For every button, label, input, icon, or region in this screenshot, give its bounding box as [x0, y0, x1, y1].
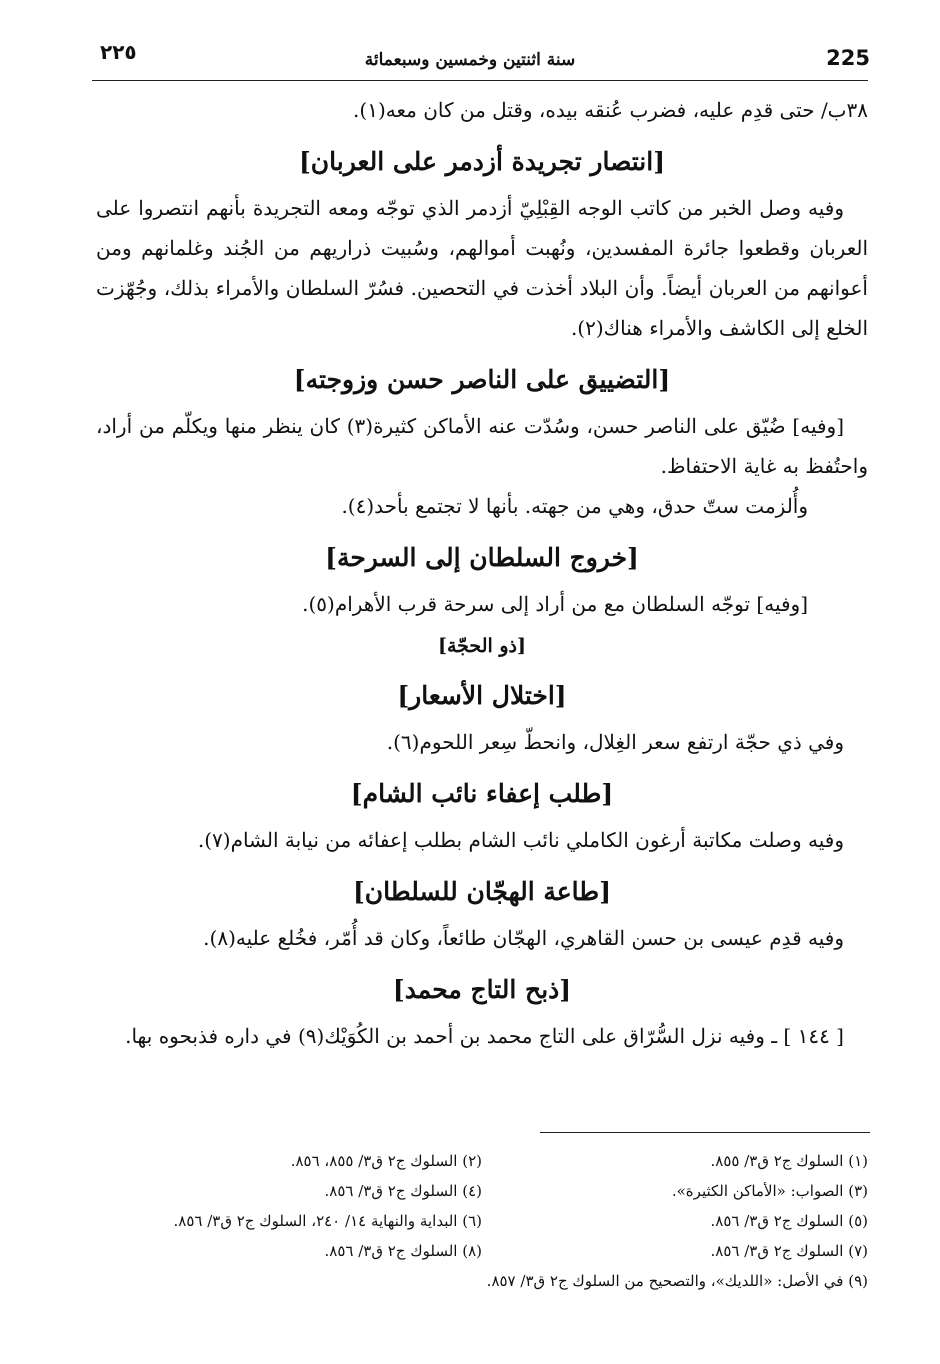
heading-campaign-victory: [انتصار تجريدة أزدمر على العربان] [298, 147, 666, 176]
footnotes [96, 1146, 868, 1296]
paragraph-restriction: [وفيه] ضُيّق على الناصر حسن، وسُدّت عنه الأماكن كثيرة(٣) كان ينظر منها ويكلّم من أراد، واحتُفظ به غاية الاحتفاظ. [96, 414, 868, 478]
header-divider [92, 80, 868, 81]
heading-damascus-governor: [طلب إعفاء نائب الشام] [350, 779, 614, 808]
paragraph-continuation: ٣٨ب/ حتى قدِم عليه، فضرب عُنقه بيده، وقتل من كان معه(١). [353, 98, 868, 122]
running-title: سنة اثنتين وخمسين وسبعمائة [364, 50, 576, 70]
heading-taj-muhammad: [ذبح التاج محمد] [392, 975, 572, 1004]
heading-sultan-outing: [خروج السلطان إلى السرحة] [325, 543, 639, 572]
footnote-3: (٣) الصواب: «الأماكن الكثيرة». [671, 1182, 868, 1200]
footnote-2: (٢) السلوك ج٢ ق٣/ ٨٥٥، ٨٥٦. [290, 1152, 482, 1170]
main-text [96, 90, 868, 1056]
footnote-7: (٧) السلوك ج٢ ق٣/ ٨٥٦. [710, 1242, 868, 1260]
heading-prices: [اختلال الأسعار] [397, 681, 567, 710]
heading-month-dhul-hijja: [ذو الحجّة] [437, 635, 526, 657]
paragraph-prices: وفي ذي حجّة ارتفع سعر الغِلال، وانحطّ سِعر اللحوم(٦). [386, 730, 844, 754]
footnote-1: (١) السلوك ج٢ ق٣/ ٨٥٥. [710, 1152, 868, 1170]
paragraph-wife: وأُلزمت ستّ حدق، وهي من جهته. بأنها لا تجتمع بأحد(٤). [341, 494, 808, 518]
paragraph-outing: [وفيه] توجّه السلطان مع من أراد إلى سرحة قرب الأهرام(٥). [302, 592, 808, 616]
paragraph-taj: [ ١٤٤ ] ـ وفيه نزل السُّرّاق على التاج محمد بن أحمد بن الكُوَيْك(٩) في داره فذبحوه بها. [125, 1024, 844, 1048]
footnote-9: (٩) في الأصل: «اللديك»، والتصحيح من السلوك ج٢ ق٣/ ٨٥٧. [486, 1272, 868, 1290]
footnote-6: (٦) البداية والنهاية ١٤/ ٢٤٠، السلوك ج٢ ق٣/ ٨٥٦. [173, 1212, 482, 1230]
footnote-4: (٤) السلوك ج٢ ق٣/ ٨٥٦. [324, 1182, 482, 1200]
heading-restriction-nasir: [التضييق على الناصر حسن وزوجته] [293, 365, 671, 394]
running-header [0, 38, 940, 78]
page-number-arabic: ٢٢٥ [100, 40, 137, 64]
paragraph-governor: وفيه وصلت مكاتبة أرغون الكاملي نائب الشام بطلب إعفائه من نيابة الشام(٧). [197, 828, 844, 852]
footnote-divider [540, 1132, 870, 1133]
footnote-5: (٥) السلوك ج٢ ق٣/ ٨٥٦. [710, 1212, 868, 1230]
paragraph-hajjan: وفيه قدِم عيسى بن حسن القاهري، الهجّان طائعاً، وكان قد أُمّر، فخُلع عليه(٨). [203, 926, 844, 950]
page-number-latin: 225 [826, 46, 870, 70]
heading-hajjan-obedience: [طاعة الهجّان للسلطان] [352, 877, 612, 906]
paragraph-campaign-news: وفيه وصل الخبر من كاتب الوجه القِبْلِيّ أزدمر الذي توجّه ومعه التجريدة بأنهم انتصروا على العربان وقطعوا جائرة المفسدين، ونُهبت أموالهم، وسُبيت ذراريهم من الجُند وغلمانهم ومن أعوانهم من العربان أيضاً. وأن البلاد أخذت في التحصين. فسُرّ السلطان والأمراء بذلك، وجُهّزت الخلع إلى الكاشف والأمراء هناك(٢). [96, 196, 868, 340]
footnote-8: (٨) السلوك ج٢ ق٣/ ٨٥٦. [324, 1242, 482, 1260]
